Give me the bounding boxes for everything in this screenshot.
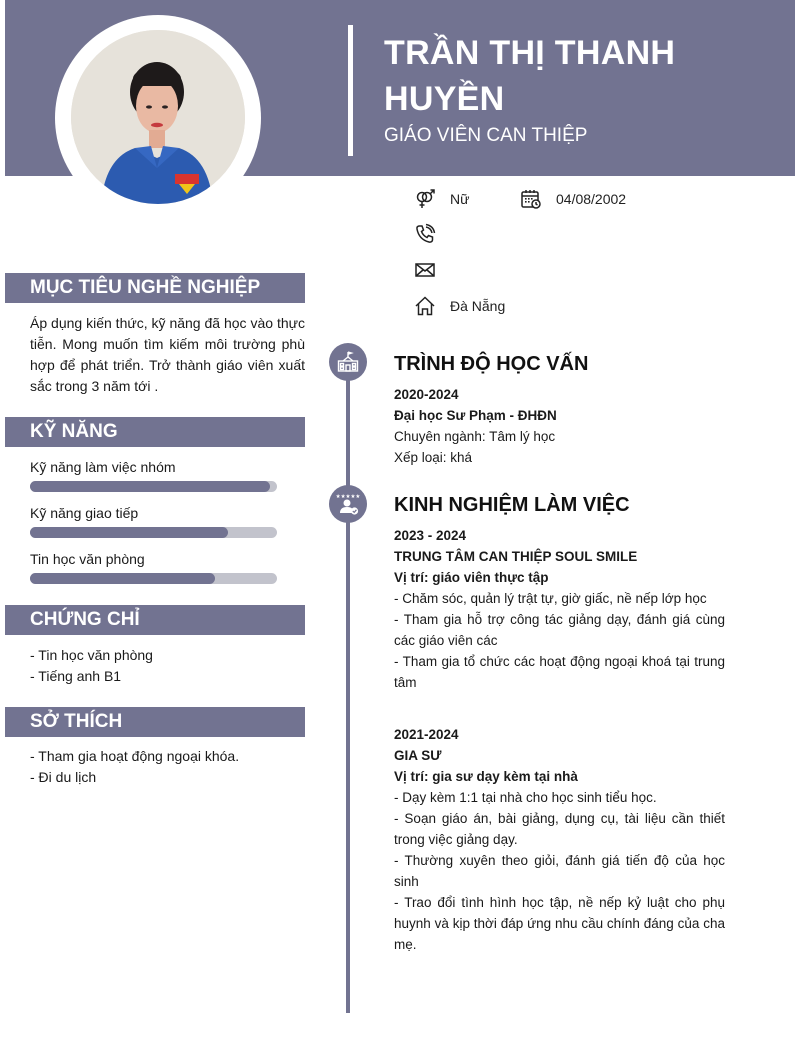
education-major: Chuyên ngành: Tâm lý học [394, 429, 556, 444]
skill-bar-fill [30, 527, 228, 538]
experience-duty: - Tham gia tổ chức các hoạt động ngoại khoá tại trung tâm [394, 654, 725, 690]
name-line-1: TRẦN THỊ THANH [384, 34, 676, 72]
contact-address [414, 295, 505, 317]
skill-bar-fill [30, 481, 270, 492]
rated-person-icon [329, 485, 367, 523]
education-period: 2020-2024 [394, 387, 459, 402]
education-entry [394, 384, 725, 468]
hobbies-list [30, 746, 305, 788]
experience-position: Vị trí: giáo viên thực tập [394, 570, 549, 585]
skill-label: Tin học văn phòng [30, 551, 145, 567]
contact-email [414, 259, 450, 281]
experience-duty: - Tham gia hỗ trợ công tác giảng dạy, đánh giá cùng các giáo viên các [394, 612, 725, 648]
school-icon [329, 343, 367, 381]
experience-position: Vị trí: gia sư dạy kèm tại nhà [394, 769, 578, 784]
certificate-item: - Tin học văn phòng [30, 647, 153, 663]
certificate-item: - Tiếng anh B1 [30, 668, 122, 684]
education-grade: Xếp loại: khá [394, 450, 473, 465]
birthday-value: 04/08/2002 [556, 191, 627, 207]
experience-company: GIA SƯ [394, 748, 442, 763]
experience-period: 2021-2024 [394, 727, 459, 742]
section-header-certificates: CHỨNG CHỈ [5, 605, 305, 635]
section-header-experience: KINH NGHIỆM LÀM VIỆC [394, 494, 630, 516]
experience-entry [394, 525, 725, 693]
contact-gender [414, 188, 469, 210]
experience-duty: - Dạy kèm 1:1 tại nhà cho học sinh tiểu học. [394, 790, 657, 805]
home-icon [414, 295, 436, 317]
section-header-education: TRÌNH ĐỘ HỌC VẤN [394, 353, 589, 375]
experience-company: TRUNG TÂM CAN THIỆP SOUL SMILE [394, 549, 638, 564]
phone-icon [414, 223, 436, 245]
experience-entry [394, 724, 725, 955]
experience-duty: - Thường xuyên theo giỏi, đánh giá tiến độ của học sinh [394, 853, 725, 889]
experience-duty: - Chăm sóc, quản lý trật tự, giờ giấc, nề nếp lớp học [394, 591, 707, 606]
objective-text: Áp dụng kiến thức, kỹ năng đã học vào thực tiễn. Mong muốn tìm kiếm môi trường phù hợp để phát triển. Trở thành giáo viên xuất sắc trong 3 năm tới . [30, 315, 305, 394]
skill-bar-track [30, 527, 277, 538]
svg-text:★★★★★: ★★★★★ [335, 494, 361, 500]
contact-phone [414, 223, 450, 245]
envelope-icon [414, 259, 436, 281]
candidate-name [384, 30, 784, 122]
section-header-objective: MỤC TIÊU NGHỀ NGHIỆP [5, 273, 305, 303]
hobby-item: - Đi du lịch [30, 769, 97, 785]
skill-bar-track [30, 573, 277, 584]
skill-label: Kỹ năng làm việc nhóm [30, 459, 176, 475]
gender-icon [414, 188, 436, 210]
contact-birthday [520, 188, 626, 210]
experience-duty: - Trao đổi tình hình học tập, nề nếp kỷ luật cho phụ huynh và kịp thời đáp ứng nhu cầu chính đáng của cha mẹ. [394, 895, 725, 952]
skill-bar-fill [30, 573, 215, 584]
calendar-icon [520, 188, 542, 210]
profile-photo [71, 30, 245, 204]
gender-value: Nữ [450, 191, 470, 207]
timeline-line [346, 360, 350, 1013]
experience-duty: - Soạn giáo án, bài giảng, dụng cụ, tài liệu cần thiết trong việc giảng dạy. [394, 811, 725, 847]
hobby-item: - Tham gia hoạt động ngoại khóa. [30, 748, 240, 764]
education-school: Đại học Sư Phạm - ĐHĐN [394, 408, 557, 423]
name-divider [348, 25, 353, 156]
job-title: GIÁO VIÊN CAN THIỆP [384, 125, 588, 146]
section-header-skills: KỸ NĂNG [5, 417, 305, 447]
skill-bar-track [30, 481, 277, 492]
skill-label: Kỹ năng giao tiếp [30, 505, 139, 521]
name-line-2: HUYỀN [384, 80, 505, 118]
experience-period: 2023 - 2024 [394, 528, 467, 543]
section-header-hobbies: SỞ THÍCH [5, 707, 305, 737]
address-value: Đà Nẵng [450, 298, 506, 314]
certificates-list [30, 645, 305, 687]
